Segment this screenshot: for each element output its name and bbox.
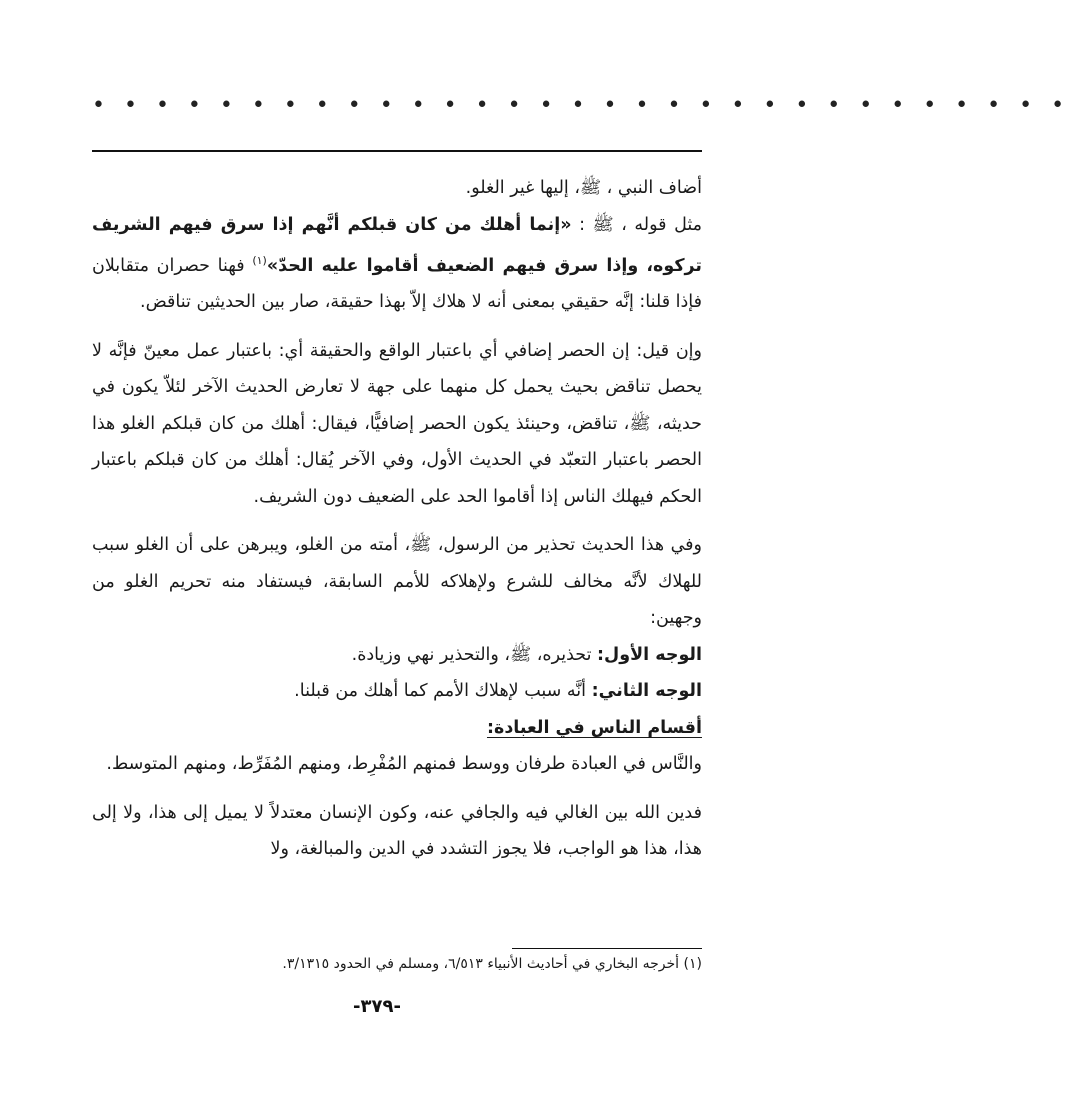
paragraph-1: أضاف النبي ، ﷺ، إليها غير الغلو. — [465, 178, 702, 198]
decorative-dotted-border: • • • • • • • • • • • • • • • • • • • • • • • • • • • • • • • — [92, 93, 1070, 118]
paragraph-2-rest: فهنا حصران متقابلان فإذا قلنا: إنَّه حقيقي بمعنى أنه لا هلاك إلاّ بهذا حقيقة، صار بين الحديثين تناقض. — [92, 255, 702, 313]
header-rule — [92, 150, 702, 152]
paragraph-3: وإن قيل: إن الحصر إضافي أي باعتبار الواقع والحقيقة أي: باعتبار عمل معينّ فإنَّه لا يحصل تناقض بحيث يحمل كل منهما على جهة لا تعارض الحديث الآخر لئلاّ يكون في حديثه، ﷺ، تناقض، وحينئذ يكون الحصر إضافيًّا، فيقال: أهلك من كان قبلكم الغلو هذا الحصر باعتبار التعبّد في الحديث الأول، وفي الآخر يُقال: أهلك من كان قبلكم باعتبار الحكم فيهلك الناس إذا أقاموا الحد على الضعيف دون الشريف. — [92, 340, 702, 507]
paragraph-4: وفي هذا الحديث تحذير من الرسول، ﷺ، أمته من الغلو، ويبرهن على أن الغلو سبب للهلاك لأنَّه مخالف للشرع ولإهلاكه للأمم السابقة، فيستفاد منه تحريم الغلو من وجهين: — [92, 535, 702, 629]
section-heading — [92, 710, 702, 747]
page-number: -٣٧٩- — [353, 996, 401, 1017]
point-second-text: أنَّه سبب لإهلاك الأمم كما أهلك من قبلنا. — [294, 681, 592, 702]
point-first-label: الوجه الأول: — [597, 644, 702, 665]
footnote-rule — [512, 948, 702, 949]
section-heading-text: أقسام الناس في العبادة: — [486, 717, 702, 738]
point-second — [92, 673, 702, 710]
paragraph-7: والنَّاس في العبادة طرفان ووسط فمنهم المُفْرِط، ومنهم المُفَرِّط، ومنهم المتوسط. — [106, 754, 702, 775]
footnote-ref-1[interactable]: (١) — [252, 254, 267, 267]
point-first-text: تحذيره، ﷺ، والتحذير نهي وزيادة. — [351, 644, 598, 665]
main-text — [92, 170, 702, 868]
paragraph-2 — [92, 207, 702, 321]
point-first — [92, 637, 702, 674]
footnote: (١) أخرجه البخاري في أحاديث الأنبياء ٦/٥١٣، ومسلم في الحدود ٣/١٣١٥. — [282, 956, 702, 972]
point-second-label: الوجه الثاني: — [591, 681, 702, 702]
paragraph-8: فدين الله بين الغالي فيه والجافي عنه، وكون الإنسان معتدلاً لا يميل إلى هذا، ولا إلى هذا، هذا هو الواجب، فلا يجوز التشدد في الدين والمبالغة، ولا — [92, 802, 702, 860]
hadith-quote: «إنما أهلك من كان قبلكم أنَّهم إذا سرق فيهم الشريف تركوه، وإذا سرق فيهم الضعيف أقاموا عليه الحدّ» — [92, 214, 702, 276]
paragraph-2-intro: مثل قوله ، ﷺ : — [571, 214, 702, 235]
